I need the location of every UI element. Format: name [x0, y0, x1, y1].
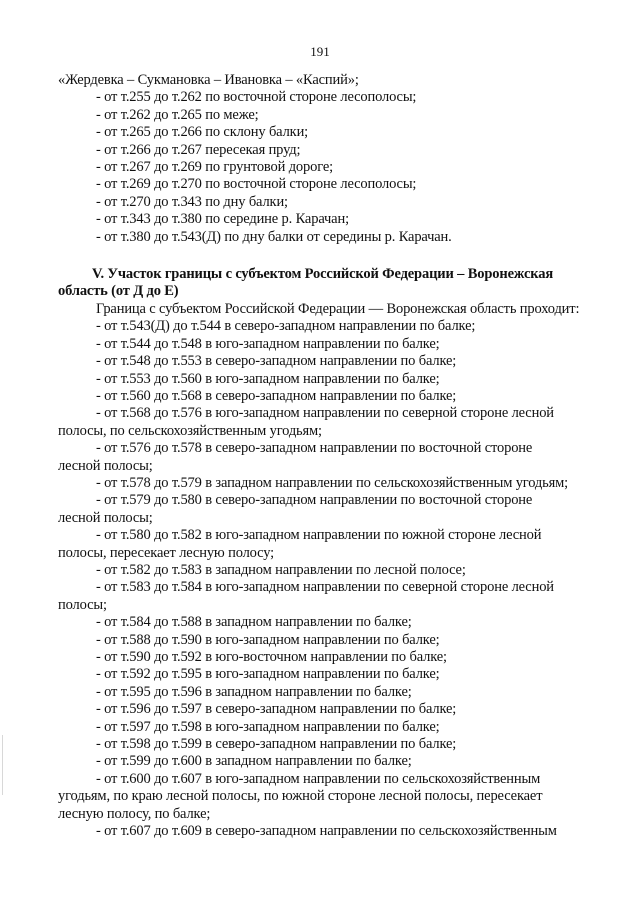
route-item: - от т.269 до т.270 по восточной стороне лесополосы; [96, 176, 417, 193]
route-item: - от т.266 до т.267 пересекая пруд; [96, 141, 301, 158]
boundary-item [58, 771, 610, 823]
route-title: «Жердевка – Сукмановка – Ивановка – «Каспий»; [58, 72, 359, 88]
boundary-item-continuation: угодьям, по краю лесной полосы, по южной стороне лесной полосы, пересекает [58, 788, 543, 805]
boundary-item-text: - от т.560 до т.568 в северо-западном направлении по балке; [96, 387, 457, 404]
boundary-item [58, 475, 610, 492]
route-item: - от т.255 до т.262 по восточной стороне лесополосы; [96, 89, 417, 106]
boundary-item-text: - от т.592 до т.595 в юго-западном направлении по балке; [96, 666, 440, 683]
boundary-item [58, 562, 610, 579]
route-item: - от т.343 до т.380 по середине р. Карачан; [96, 211, 349, 228]
route-item: - от т.380 до т.543(Д) по дну балки от середины р. Карачан. [96, 228, 452, 245]
boundary-item-continuation: лесной полосы; [58, 509, 153, 526]
boundary-item-continuation: лесную полосу, по балке; [58, 805, 211, 822]
boundary-item-text: - от т.576 до т.578 в северо-западном направлении по восточной стороне [96, 440, 533, 457]
boundary-item [58, 632, 610, 649]
section-intro: Граница с субъектом Российской Федерации — Воронежская область проходит: [96, 300, 580, 317]
boundary-item-text: - от т.599 до т.600 в западном направлении по балке; [96, 753, 412, 770]
boundary-item-text: - от т.600 до т.607 в юго-западном направлении по сельскохозяйственным [96, 770, 541, 787]
boundary-item-text: - от т.598 до т.599 в северо-западном направлении по балке; [96, 736, 457, 753]
boundary-item [58, 649, 610, 666]
boundary-item-text: - от т.548 до т.553 в северо-западном направлении по балке; [96, 353, 457, 370]
section-heading-line1: V. Участок границы с субъектом Российской Федерации – Воронежская [92, 266, 554, 283]
boundary-item-text: - от т.597 до т.598 в юго-западном направлении по балке; [96, 718, 440, 735]
boundary-item [58, 405, 610, 440]
boundary-item-text: - от т.596 до т.597 в северо-западном направлении по балке; [96, 701, 457, 718]
boundary-item-text: - от т.582 до т.583 в западном направлении по лесной полосе; [96, 561, 466, 578]
boundary-item [58, 336, 610, 353]
boundary-item-text: - от т.590 до т.592 в юго-восточном направлении по балке; [96, 649, 447, 665]
boundary-item [58, 492, 610, 527]
boundary-item [58, 353, 610, 370]
boundary-item [58, 318, 610, 335]
route-item: - от т.265 до т.266 по склону балки; [96, 124, 309, 141]
boundary-item [58, 736, 610, 753]
section-heading-line2: область (от Д до Е) [58, 283, 179, 300]
boundary-item [58, 684, 610, 701]
boundary-item [58, 823, 610, 840]
boundary-item-text: - от т.553 до т.560 в юго-западном направлении по балке; [96, 370, 440, 387]
boundary-item-text: - от т.588 до т.590 в юго-западном направлении по балке; [96, 631, 440, 648]
boundary-item-text: - от т.579 до т.580 в северо-западном направлении по восточной стороне [96, 492, 533, 509]
boundary-item-text: - от т.583 до т.584 в юго-западном направлении по северной стороне лесной [96, 579, 554, 596]
boundary-item-continuation: полосы; [58, 596, 107, 613]
boundary-item [58, 666, 610, 683]
route-item: - от т.267 до т.269 по грунтовой дороге; [96, 159, 333, 176]
boundary-item [58, 388, 610, 405]
boundary-item [58, 701, 610, 718]
boundary-item-text: - от т.543(Д) до т.544 в северо-западном направлении по балке; [96, 318, 476, 335]
boundary-item [58, 440, 610, 475]
boundary-item-text: - от т.584 до т.588 в западном направлении по балке; [96, 614, 412, 631]
boundary-item-continuation: лесной полосы; [58, 457, 153, 474]
boundary-item [58, 614, 610, 631]
boundary-item [58, 527, 610, 562]
boundary-item-text: - от т.544 до т.548 в юго-западном направлении по балке; [96, 335, 440, 352]
route-item: - от т.270 до т.343 по дну балки; [96, 193, 288, 210]
boundary-item-text: - от т.595 до т.596 в западном направлении по балке; [96, 683, 412, 700]
section-list [58, 318, 610, 840]
route-list [58, 89, 610, 246]
route-item: - от т.262 до т.265 по меже; [96, 106, 259, 123]
margin-mark [2, 735, 3, 795]
document-body [58, 72, 610, 840]
section-heading [58, 266, 610, 301]
boundary-item-text: - от т.580 до т.582 в юго-западном направлении по южной стороне лесной [96, 527, 542, 544]
boundary-item [58, 753, 610, 770]
boundary-item-text: - от т.578 до т.579 в западном направлении по сельскохозяйственным угодьям; [96, 474, 569, 491]
boundary-item [58, 371, 610, 388]
section-gap [58, 246, 610, 266]
boundary-item-continuation: полосы, пересекает лесную полосу; [58, 544, 275, 561]
boundary-item-continuation: полосы, по сельскохозяйственным угодьям; [58, 422, 322, 439]
boundary-item [58, 719, 610, 736]
boundary-item-text: - от т.607 до т.609 в северо-западном направлении по сельскохозяйственным [96, 823, 557, 840]
boundary-item-text: - от т.568 до т.576 в юго-западном направлении по северной стороне лесной [96, 405, 554, 422]
boundary-item [58, 579, 610, 614]
page-number: 191 [310, 44, 330, 59]
